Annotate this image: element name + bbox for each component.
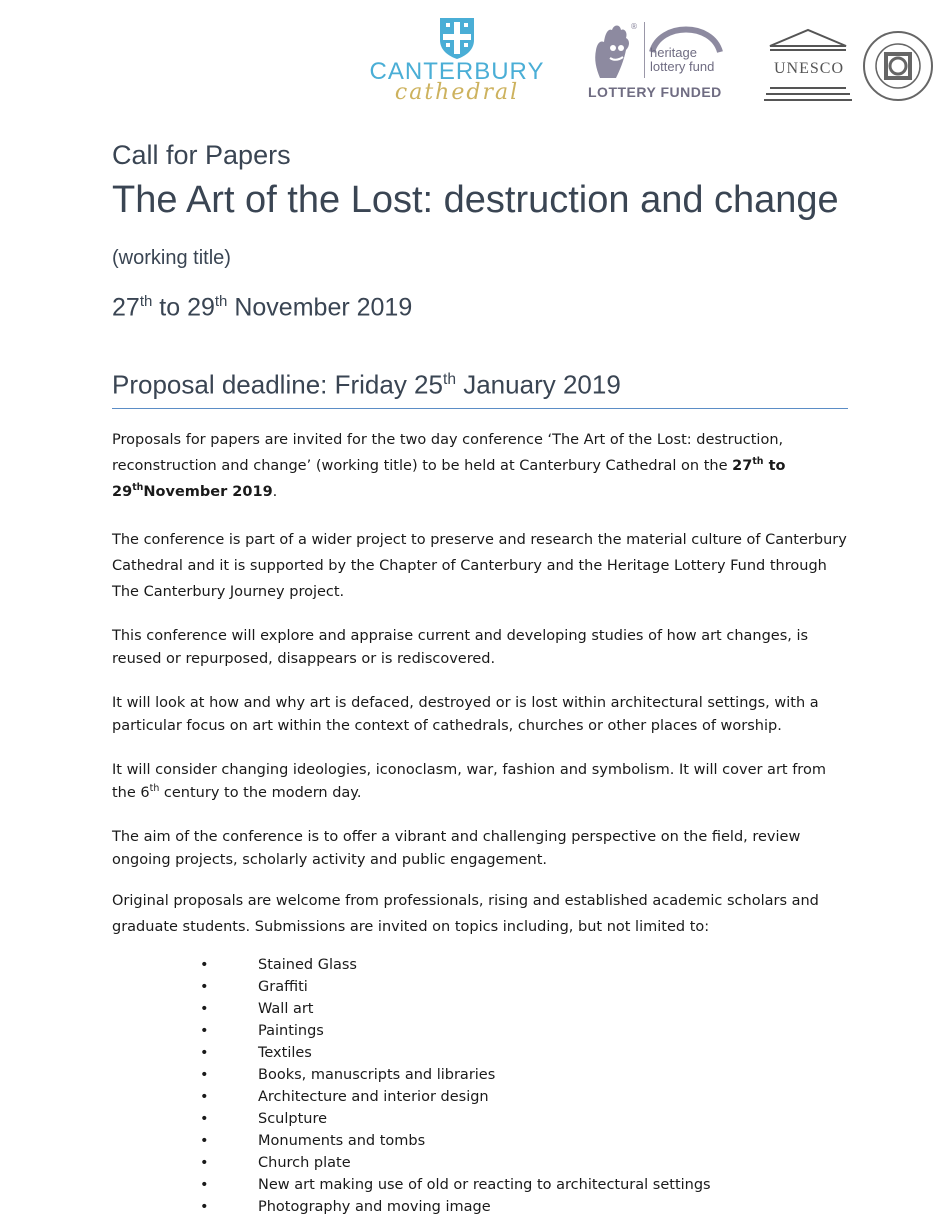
canterbury-logo-subtitle: cathedral — [394, 80, 520, 105]
document-kicker: Call for Papers — [112, 140, 291, 170]
scope-end: century to the modern day. — [159, 784, 362, 801]
conference-title — [112, 174, 852, 284]
paragraph-scope — [112, 759, 852, 805]
svg-text:®: ® — [630, 22, 638, 31]
lottery-crossed-fingers-icon — [586, 20, 640, 80]
intro-date-day: 27 — [732, 457, 753, 474]
scope-text: It will consider changing ideologies, iconoclasm, war, fashion and symbolism. It will cover art from the 6 — [112, 761, 826, 801]
paragraph-focus: It will look at how and why art is defaced, destroyed or is lost within architectural settings, with a particular focus on art within the context of cathedrals, churches or other places of worship. — [112, 694, 819, 734]
deadline-suffix-sup: th — [442, 371, 456, 389]
paragraph-aim: The aim of the conference is to offer a vibrant and challenging perspective on the field, review ongoing projects, scholarly activity and public engagement. — [112, 828, 801, 868]
call-for-papers-document — [112, 136, 852, 1218]
dates-mid: to 29 — [152, 293, 215, 322]
list-item: • Stained Glass — [112, 954, 852, 976]
hlf-logo-name: heritage lottery fund — [650, 45, 715, 74]
dates-start-suffix: th — [139, 293, 153, 310]
title-note: (working title) — [112, 247, 231, 269]
scope-sup: th — [149, 783, 160, 795]
list-item: • Monuments and tombs — [112, 1130, 852, 1152]
list-item: • New art making use of old or reacting to architectural settings — [112, 1174, 852, 1196]
intro-date-sup2: th — [132, 482, 144, 494]
conference-title-main: The Art of the Lost: destruction and change — [112, 179, 839, 221]
unesco-logo-name: UNESCO — [774, 60, 845, 77]
list-item: • Wall art — [112, 998, 852, 1020]
list-item: • Graffiti — [112, 976, 852, 998]
list-item: • Paintings — [112, 1020, 852, 1042]
list-item: • Photography and moving image — [112, 1196, 852, 1218]
topics-list — [112, 954, 852, 1218]
paragraph-intro — [112, 427, 852, 505]
list-item: • Church plate — [112, 1152, 852, 1174]
intro-date-sup1: th — [752, 456, 764, 468]
intro-end: . — [272, 483, 278, 500]
paragraph-project: The conference is part of a wider project to preserve and research the material culture of Canterbury Cathedral and it is supported by the Chapter of Canterbury and the Heritage Lottery Fund through The Canterbury Journey project. — [112, 531, 847, 600]
dates-rest: November 2019 — [227, 293, 413, 322]
paragraph-explore: This conference will explore and appraise current and developing studies of how art changes, is reused or repurposed, disappears or is rediscovered. — [112, 627, 809, 667]
logo-bar — [0, 14, 937, 110]
list-item: • Books, manuscripts and libraries — [112, 1064, 852, 1086]
heritage-lottery-fund-logo — [584, 16, 732, 108]
paragraph-submissions: Original proposals are welcome from professionals, rising and established academic scholars and graduate students. Submissions are invited on topics including, but not limited to: — [112, 892, 819, 935]
conference-dates — [112, 284, 852, 325]
deadline-prefix: Proposal deadline: Friday 25 — [112, 369, 443, 400]
deadline-suffix: January 2019 — [456, 369, 621, 400]
canterbury-logo-name: CANTERBURY — [369, 58, 545, 85]
list-item: • Architecture and interior design — [112, 1086, 852, 1108]
dates-end-suffix: th — [214, 293, 228, 310]
list-item: • Sculpture — [112, 1108, 852, 1130]
list-item: • Textiles — [112, 1042, 852, 1064]
world-heritage-emblem-icon — [862, 30, 934, 102]
intro-text: Proposals for papers are invited for the two day conference ‘The Art of the Lost: destruction, reconstruction and change’ (working title) to be held at Canterbury Cathedral on the — [112, 431, 784, 474]
lottery-funded-label: LOTTERY FUNDED — [588, 84, 722, 100]
intro-date-month: November 2019 — [143, 483, 273, 500]
cathedral-crest-icon — [438, 16, 476, 60]
canterbury-cathedral-logo — [358, 14, 556, 106]
proposal-deadline — [112, 363, 848, 409]
hlf-divider — [644, 22, 645, 78]
dates-start-day: 27 — [112, 293, 140, 322]
intro-date-to: to 29 — [112, 457, 786, 500]
unesco-logo — [764, 28, 852, 104]
